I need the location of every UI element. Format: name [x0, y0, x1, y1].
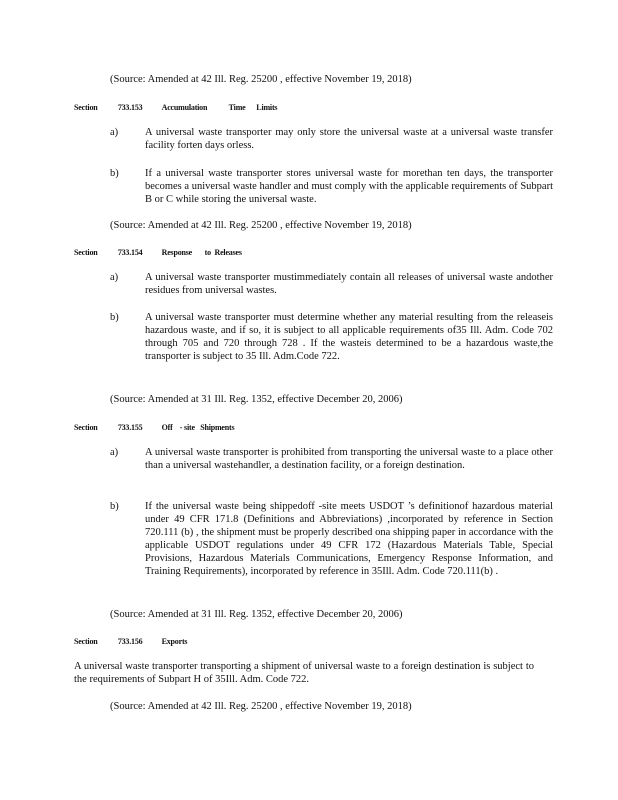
section-heading [74, 421, 234, 434]
item-marker: b) [110, 168, 119, 179]
item-paragraph: If a universal waste transporter stores universal waste for morethan ten days, the transporter becomes a universal waste handler and must comply with the applicable requirements of Subpart B or C while storing the universal waste. [145, 168, 553, 205]
section-number: 733.156 [117, 637, 143, 646]
source-note: (Source: Amended at 42 Ill. Reg. 25200 , effective November 19, 2018) [110, 74, 412, 85]
item-paragraph: A universal waste transporter is prohibited from transporting the universal waste to a place other than a universal wastehandler, a destination facility, or a foreign destination. [145, 447, 553, 471]
section-title: Off - site Shipments [161, 423, 235, 432]
section-number: 733.155 [117, 423, 143, 432]
item-marker: a) [110, 272, 119, 283]
source-note: (Source: Amended at 31 Ill. Reg. 1352, effective December 20, 2006) [110, 394, 403, 405]
section-title: Accumulation Time Limits [161, 103, 278, 112]
section-word: Section [74, 637, 98, 646]
section-word: Section [74, 103, 98, 112]
section-word: Section [74, 423, 98, 432]
item-paragraph: A universal waste transporter mustimmediately contain all releases of universal waste andother residues from universal wastes. [145, 272, 553, 296]
source-note: (Source: Amended at 42 Ill. Reg. 25200 , effective November 19, 2018) [110, 701, 412, 712]
item-marker: b) [110, 501, 119, 512]
section-heading [74, 101, 277, 114]
item-marker: a) [110, 127, 119, 138]
section-heading [74, 246, 242, 259]
section-heading [74, 635, 187, 648]
section-title: Response to Releases [161, 248, 242, 257]
item-paragraph: A universal waste transporter may only store the universal waste at a universal waste transfer facility forten days orless. [145, 127, 553, 151]
source-note: (Source: Amended at 31 Ill. Reg. 1352, effective December 20, 2006) [110, 609, 403, 620]
item-paragraph: If the universal waste being shippedoff -site meets USDOT ’s definitionof hazardous material under 49 CFR 171.8 (Definitions and Abbreviations) ,incorporated by reference in Section 720.111 (b) , the shipment must be properly described ona shipping paper in accordance with the applicable USDOT regulations under 49 CFR 172 (Hazardous Materials Table, Special Provisions, Hazardous Materials Communications, Emergency Response Information, and Training Requirements), incorporated by reference in 35Ill. Adm. Code 720.111(b) . [145, 501, 553, 577]
section-title: Exports [161, 637, 188, 646]
item-paragraph: A universal waste transporter must determine whether any material resulting from the releaseis hazardous waste, and if so, it is subject to all applicable requirements of35 Ill. Adm. Code 702 through 705 and 720 through 728 . If the wasteis determined to be a hazardous waste,the transporter is subject to 35 Ill. Adm.Code 722. [145, 312, 553, 362]
section-number: 733.154 [117, 248, 143, 257]
section-body: A universal waste transporter transporting a shipment of universal waste to a foreign destination is subject to the requirements of Subpart H of 35Ill. Adm. Code 722. [74, 661, 534, 685]
section-word: Section [74, 248, 98, 257]
section-number: 733.153 [117, 103, 143, 112]
source-note: (Source: Amended at 42 Ill. Reg. 25200 , effective November 19, 2018) [110, 220, 412, 231]
item-marker: b) [110, 312, 119, 323]
item-marker: a) [110, 447, 119, 458]
